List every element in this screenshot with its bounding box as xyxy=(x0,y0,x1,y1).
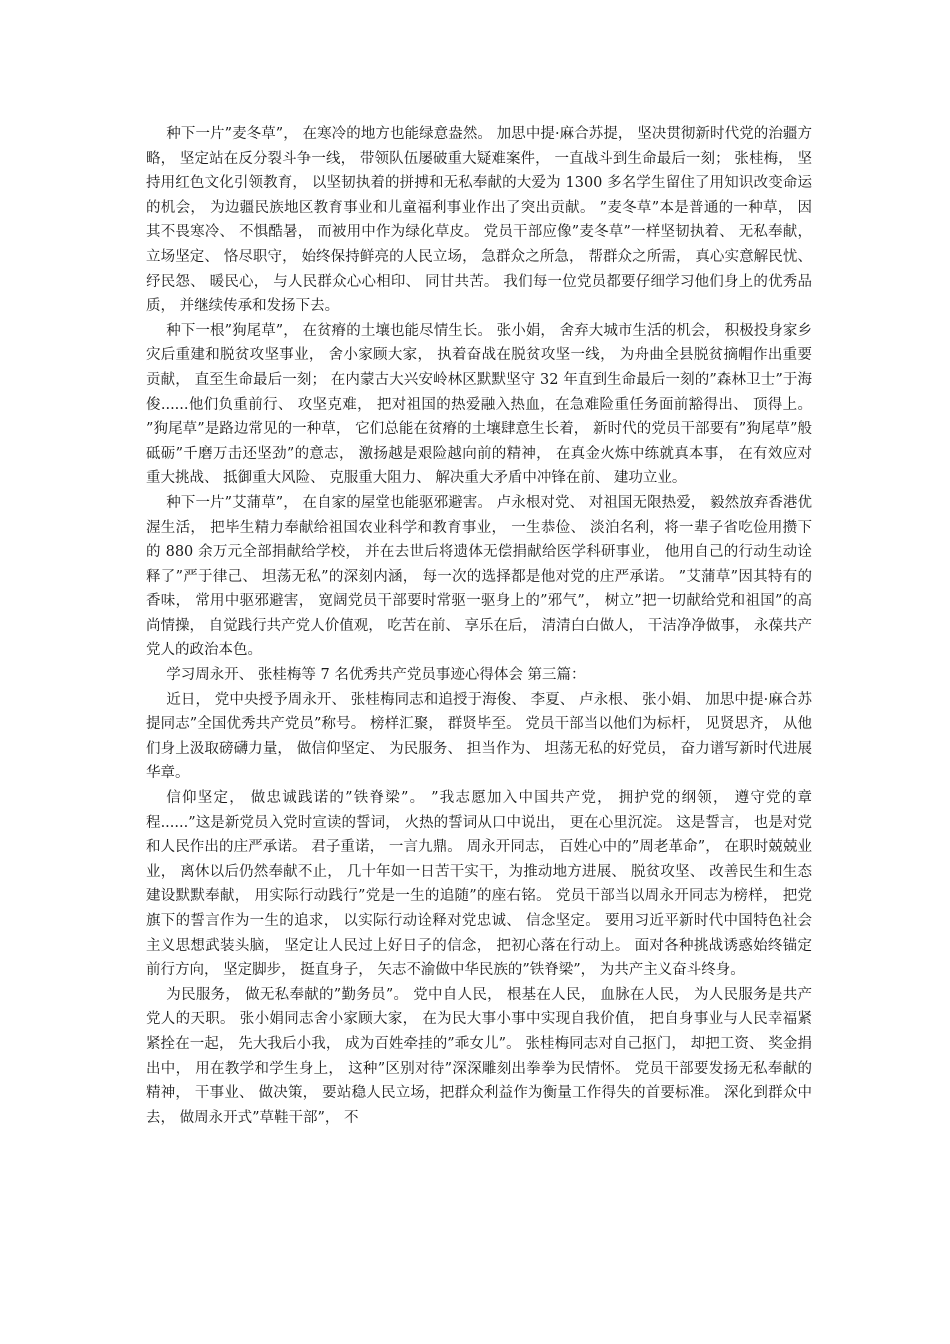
paragraph-aipucao: 种下一片”艾蒲草”， 在自家的屋堂也能驱邪避害。 卢永根对党、 对祖国无限热爱， 毅然放弃香港优渥生活， 把毕生精力奉献给祖国农业科学和教育事业， 一生恭俭、 淡泊名利，将一辈子省吃俭用攒下的 880 余万元全部捐献给学校， 并在去世后将遗体无偿捐献给医学科研事业， 他用自己的行动生动诠释了”严于律己、 坦荡无私”的深刻内涵， 每一次的选择都是他对党的庄严承诺。 ”艾蒲草”因其特有的香味， 常用中驱邪避害， 宽阔党员干部要时常驱一驱身上的”邪气”， 树立”把一切献给党和祖国”的高尚情操， 自觉践行共产党人价值观， 吃苦在前、 享乐在后， 清清白白做人， 干洁净净做事， 永葆共产党人的政治本色。 xyxy=(146,494,812,659)
document-page xyxy=(146,122,817,1130)
section-heading-part-three: 学习周永开、 张桂梅等 7 名优秀共产党员事迹心得体会 第三篇： xyxy=(166,667,586,684)
paragraph-xinyang-jianding: 信仰坚定， 做忠诚践诺的”铁脊梁”。 ”我志愿加入中国共产党， 拥护党的纲领， 遵守党的章程......”这是新党员入党时宣读的誓词， 火热的誓词从口中说出， 更在心里沉淀。 这是誓言， 也是对党和人民作出的庄严承诺。 君子重诺， 一言九鼎。 周永开同志， 百姓心中的”周老革命”， 在职时兢兢业业， 离休以后仍然奉献不止， 几十年如一日苦干实干，为推动地方进展、 脱贫攻坚、 改善民生和生态建设默默奉献， 用实际行动践行”党是一生的追随”的座右铭。 党员干部当以周永开同志为榜样， 把党旗下的誓言作为一生的追求， 以实际行动诠释对党忠诚、 信念坚定。 要用习近平新时代中国特色社会主义思想武装头脑， 坚定让人民过上好日子的信念， 把初心落在行动上。 面对各种挑战诱惑始终锚定前行方向， 坚定脚步， 挺直身子， 矢志不渝做中华民族的”铁脊梁”， 为共产主义奋斗终身。 xyxy=(146,790,812,979)
paragraph-intro: 近日， 党中央授予周永开、 张桂梅同志和追授于海俊、 李夏、 卢永根、 张小娟、 加思中提·麻合苏提同志”全国优秀共产党员”称号。 榜样汇聚， 群贤毕至。 党员干部当以他们为标杆， 见贤思齐， 从他们身上汲取磅礴力量， 做信仰坚定、 为民服务、 担当作为、 坦荡无私的好党员， 奋力谱写新时代进展华章。 xyxy=(146,691,812,782)
paragraph-maidongcao: 种下一片”麦冬草”， 在寒冷的地方也能绿意盎然。 加思中提·麻合苏提， 坚决贯彻新时代党的治疆方略， 坚定站在反分裂斗争一线， 带领队伍屡破重大疑难案件， 一直战斗到生命最后一刻； 张桂梅， 坚持用红色文化引领教育， 以坚韧执着的拼搏和无私奉献的大爱为 1300 多名学生留住了用知识改变命运的机会， 为边疆民族地区教育事业和儿童福利事业作出了突出贡献。 ”麦冬草”本是普通的一种草， 因其不畏寒冷、 不惧酷暑， 而被用中作为绿化草皮。 党员干部应像”麦冬草”一样坚韧执着、 无私奉献， 立场坚定、 恪尽职守， 始终保持鲜亮的人民立场， 急群众之所急， 帮群众之所需， 真心实意解民忧、 纾民怨、 暖民心， 与人民群众心心相印、 同甘共苦。 我们每一位党员都要仔细学习他们身上的优秀品质， 并继续传承和发扬下去。 xyxy=(146,126,817,315)
paragraph-gouweicao: 种下一根”狗尾草”， 在贫瘠的土壤也能尽情生长。 张小娟， 舍弃大城市生活的机会， 积极投身家乡灾后重建和脱贫攻坚事业， 舍小家顾大家， 执着奋战在脱贫攻坚一线， 为舟曲全县脱贫摘帽作出重要贡献， 直至生命最后一刻； 在内蒙古大兴安岭林区默默坚守 32 年直到生命最后一刻的”森林卫士”于海俊......他们负重前行、 攻坚克难， 把对祖国的热爱融入热血，在急难险重任务面前豁得出、 顶得上。 ”狗尾草”是路边常见的一种草， 它们总能在贫瘠的土壤肆意生长着， 新时代的党员干部要有”狗尾草”般砥砺”千磨万击还坚劲”的意志， 激扬越是艰险越向前的精神， 在真金火炼中练就真本事， 在有效应对重大挑战、 抵御重大风险、 克服重大阻力、 解决重大矛盾中冲锋在前、 建功立业。 xyxy=(146,322,817,487)
paragraph-weimin-fuwu: 为民服务， 做无私奉献的”勤务员”。 党中自人民， 根基在人民， 血脉在人民， 为人民服务是共产党人的天职。 张小娟同志舍小家顾大家， 在为民大事小事中实现自我价值， 把自身事业与人民幸福紧紧拴在一起， 先大我后小我， 成为百姓牵挂的”乖女儿”。 张桂梅同志对自己抠门， 却把工资、 奖金捐出中， 用在教学和学生身上， 这种”区别对待”深深雕刻出拳拳为民情怀。 党员干部要发扬无私奉献的精神， 干事业、 做决策， 要站稳人民立场，把群众利益作为衡量工作得失的首要标准。 深化到群众中去， 做周永开式”草鞋干部”， 不 xyxy=(146,986,812,1126)
